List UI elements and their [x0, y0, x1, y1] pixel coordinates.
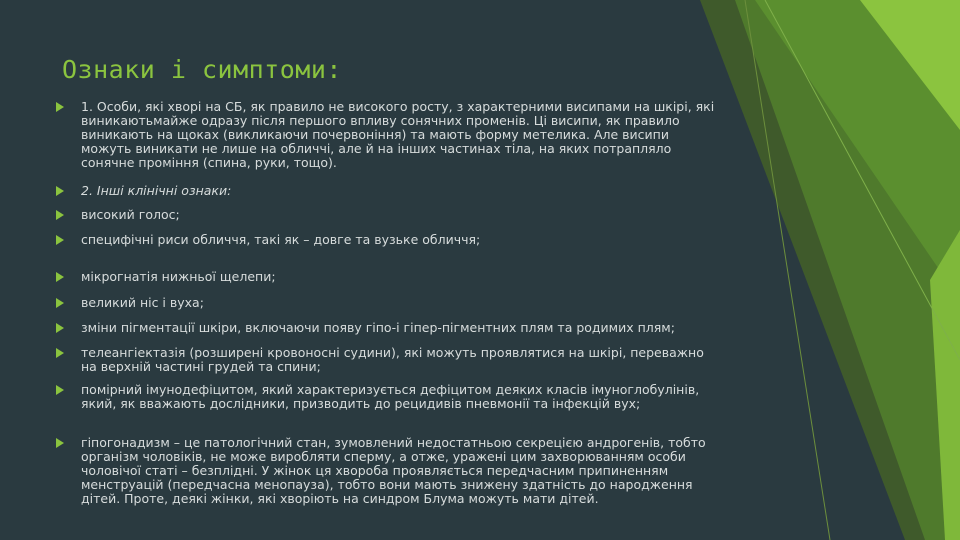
list-item [56, 436, 716, 506]
bullet-arrow-icon [56, 272, 64, 282]
bullet-arrow-icon [56, 438, 64, 448]
bullet-arrow-icon [56, 210, 64, 220]
list-item-text: 2. Інші клінічні ознаки: [81, 183, 232, 198]
list-item-text: специфічні риси обличчя, такі як – довге та вузьке обличчя; [81, 232, 481, 247]
list-item-text: гіпогонадизм – це патологічний стан, зумовлений недостатньою секрецією андрогенів, тобто організм чоловіків, не може виробляти сперму, а отже, уражені цим захворюванням особи чоловічої статі – безплідні. У жінок ця хвороба проявляється передчасним припиненням менструацій (передчасна менопауза), тобто вони мають знижену здатність до народження дітей. Проте, деякі жінки, які хворіють на синдром Блума можуть мати дітей. [81, 435, 706, 506]
list-item [56, 321, 716, 335]
list-item-text: великий ніс і вуха; [81, 295, 204, 310]
bullet-arrow-icon [56, 186, 64, 196]
list-item-text: 1. Особи, які хворі на СБ, як правило не високого росту, з характерними висипами на шкірі, які виникаютьмайже одразу після першого впливу сонячних променів. Ці висипи, як правило виникають на щоках (викликаючи почервоніння) та мають форму метелика. Але висипи можуть виникати не лише на обличчі, але й на інших частинах тіла, на яких потрапляло сонячне проміння (спина, руки, тощо). [81, 99, 715, 170]
list-item-text: помірний імунодефіцитом, який характеризується дефіцитом деяких класів імуноглобулінів, який, як вважають дослідники, призводить до рецидивів пневмонії та інфекцій вух; [81, 382, 700, 411]
list-item [56, 383, 716, 411]
list-item [56, 208, 716, 222]
bullet-arrow-icon [56, 298, 64, 308]
list-item-text: мікрогнатія нижньої щелепи; [81, 269, 276, 284]
list-item [56, 296, 716, 310]
list-item [56, 100, 716, 170]
bullet-arrow-icon [56, 385, 64, 395]
bullet-arrow-icon [56, 235, 64, 245]
list-item [56, 233, 716, 247]
list-item [56, 346, 716, 374]
bullet-arrow-icon [56, 323, 64, 333]
list-item [56, 184, 716, 198]
bullet-arrow-icon [56, 102, 64, 112]
bullet-arrow-icon [56, 348, 64, 358]
list-item-text: телеангіектазія (розширені кровоносні судини), які можуть проявлятися на шкірі, переважно на верхній частині грудей та спини; [81, 345, 704, 374]
list-item-text: високий голос; [81, 207, 180, 222]
slide-title: Ознаки і симптоми: [62, 55, 342, 84]
list-item [56, 270, 716, 284]
list-item-text: зміни пігментації шкіри, включаючи появу гіпо-і гіпер-пігментних плям та родимих плям; [81, 320, 675, 335]
